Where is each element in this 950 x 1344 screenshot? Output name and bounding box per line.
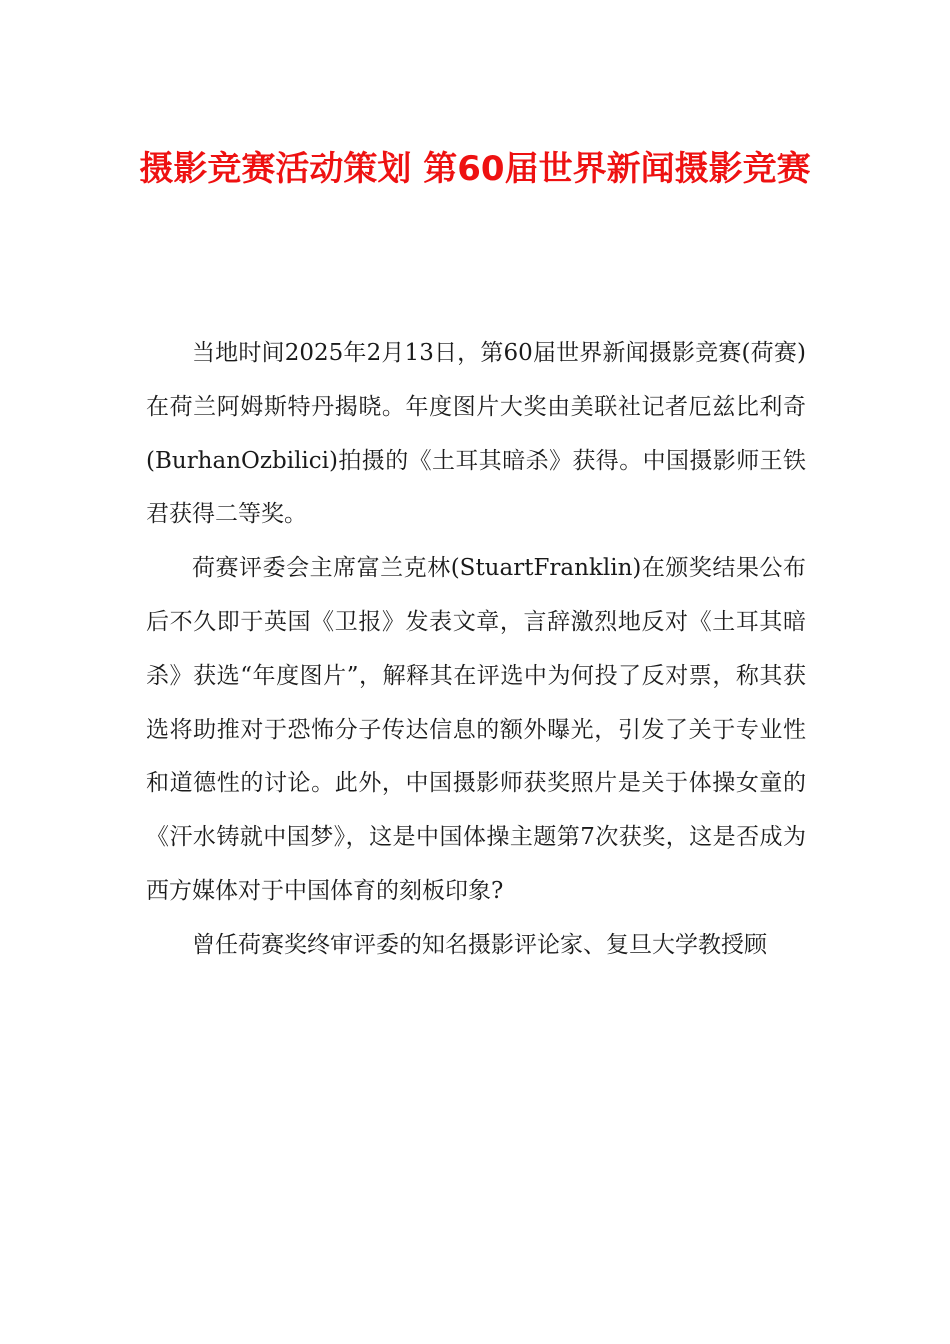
- paragraph-2: 荷赛评委会主席富兰克林(StuartFranklin)在颁奖结果公布后不久即于英国《卫报》发表文章，言辞激烈地反对《土耳其暗杀》获选“年度图片”，解释其在评选中为何投了反对票，称其获选将助推对于恐怖分子传达信息的额外曝光，引发了关于专业性和道德性的讨论。此外，中国摄影师获奖照片是关于体操女童的《汗水铸就中国梦》，这是中国体操主题第7次获奖，这是否成为西方媒体对于中国体育的刻板印象?: [146, 555, 806, 904]
- paragraph-3: 曾任荷赛奖终审评委的知名摄影评论家、复旦大学教授顾: [192, 931, 767, 958]
- document-title: 摄影竞赛活动策划 第60届世界新闻摄影竞赛: [139, 149, 811, 189]
- document-body: [146, 327, 806, 973]
- paragraph-1: 当地时间2025年2月13日，第60届世界新闻摄影竞赛(荷赛)在荷兰阿姆斯特丹揭晓。年度图片大奖由美联社记者厄兹比利奇(BurhanOzbilici)拍摄的《土耳其暗杀》获得。中国摄影师王铁君获得二等奖。: [146, 340, 806, 528]
